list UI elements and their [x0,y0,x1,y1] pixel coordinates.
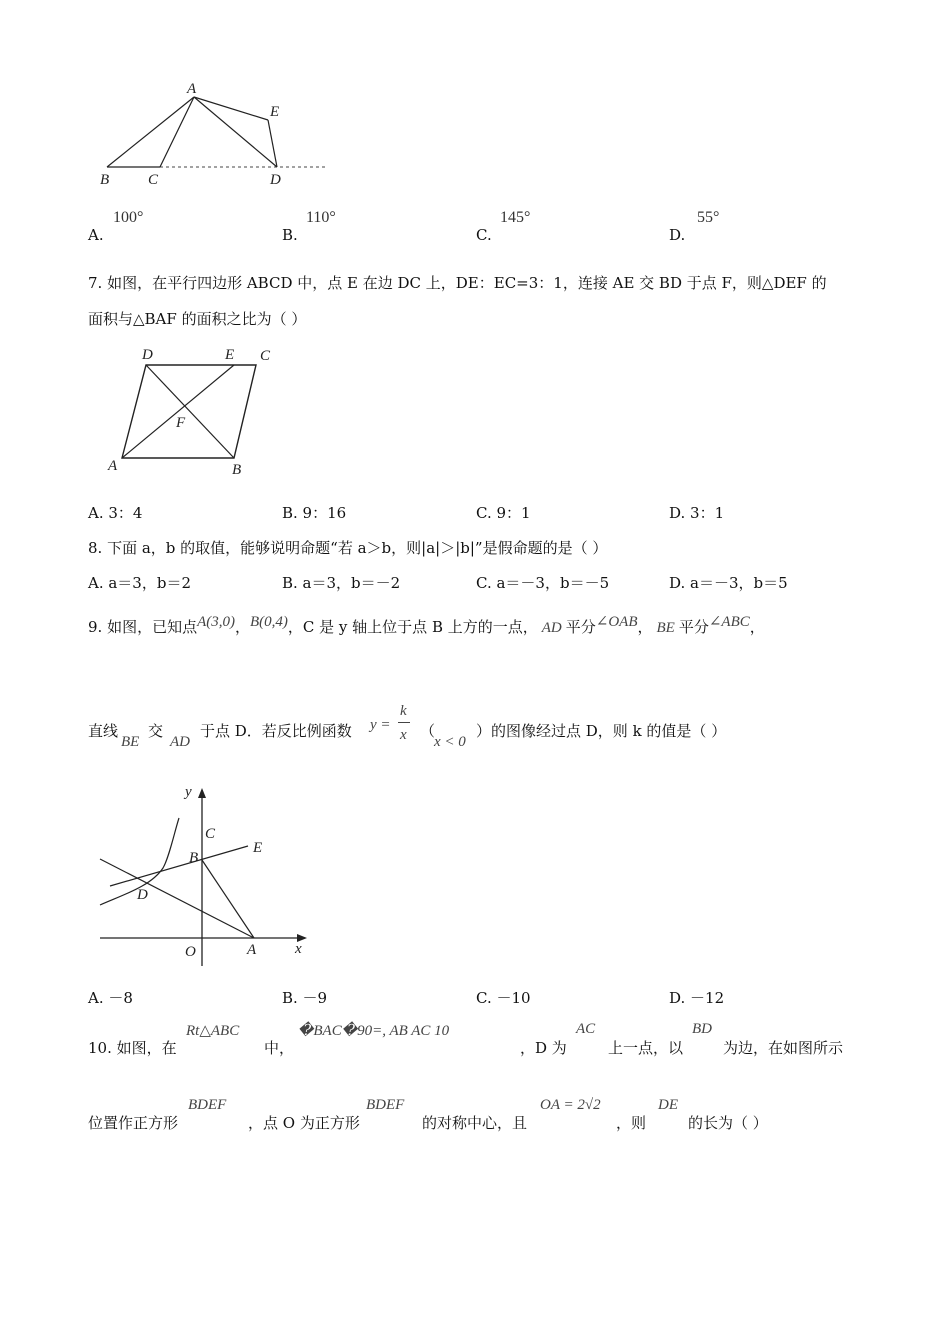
q10-text-1: 10. 如图，在 [88,1039,177,1057]
q9-option-a[interactable]: A. －8 [88,989,133,1007]
q6-label-d: D [270,172,281,188]
q9-label-d: D [137,887,148,903]
q7-label-b: B [232,462,242,478]
q9-option-b[interactable]: B. －9 [282,989,328,1007]
q9-text-3: 平分 [565,618,596,636]
q9-label-y: y [185,784,192,800]
q10-text-10: 的长为（ ） [688,1114,768,1132]
q6-option-a-letter[interactable]: A. [88,226,104,244]
q9-be2: BE [121,734,140,750]
q7-option-a[interactable]: A. 3：4 [88,504,143,522]
q9-point-a: A(3,0) [197,614,235,630]
q7-text-line1: 7. 如图，在平行四边形 ABCD 中，点 E 在边 DC 上，DE：EC=3：1，连接 AE 交 BD 于点 F，则△DEF 的 [88,274,827,292]
q9-angle-oab: ∠OAB [595,614,638,630]
q7-figure [100,340,290,480]
q8-text: 8. 下面 a，b 的取值，能够说明命题“若 a＞b，则|a|＞|b|”是假命题的是（ ） [88,539,608,557]
q8-option-b[interactable]: B. a＝3，b＝－2 [282,574,401,592]
q10-condition: �BAC�90=, AB AC 10 [298,1023,450,1039]
q9-label-c: C [205,826,216,842]
q6-option-d-value: 55° [697,209,720,226]
q6-label-b: B [100,172,110,188]
q9-label-e: E [253,840,263,856]
q9-point-b: B(0,4) [250,614,288,630]
q10-rt-triangle: Rt△ABC [186,1023,240,1039]
q10-square-1: BDEF [188,1097,227,1113]
q9-text-4: 平分 [678,618,709,636]
q9-func-num: k [400,703,407,719]
q8-option-d[interactable]: D. a＝－3，b＝5 [669,574,788,592]
q10-line2 [88,1094,888,1134]
q6-label-e: E [270,104,280,120]
q9-label-a: A [247,942,257,958]
q7-label-a: A [108,458,118,474]
q9-text-7: 于点 D．若反比例函数 [200,722,352,740]
q7-label-f: F [176,415,186,431]
q9-option-c[interactable]: C. －10 [476,989,531,1007]
q7-label-d: D [142,347,153,363]
q9-comma2: ， [749,618,765,636]
q9-text-8: ）的图像经过点 D，则 k 的值是（ ） [476,722,727,740]
q6-option-d-letter[interactable]: D. [669,226,686,244]
q9-angle-abc: ∠ABC [708,614,750,630]
q9-sep: ， [235,618,251,636]
q6-option-c-letter[interactable]: C. [476,226,492,244]
q6-option-b-value: 110° [306,209,336,226]
q6-label-a: A [187,81,197,97]
q10-text-8: 的对称中心，且 [422,1114,528,1132]
q8-option-a[interactable]: A. a＝3，b＝2 [88,574,192,592]
q7-text-line2: 面积与△BAF 的面积之比为（ ） [88,310,307,328]
q9-figure [95,778,325,968]
q10-bd: BD [692,1021,712,1037]
q6-label-c: C [148,172,159,188]
q10-text-9: ，则 [616,1114,647,1132]
q9-func-y: y = [370,717,391,733]
q9-text-2: ，C 是 y 轴上位于点 B 上方的一点， [287,618,538,636]
q10-text-4: 上一点，以 [608,1039,684,1057]
q10-line1 [88,1018,888,1058]
q10-text-6: 位置作正方形 [88,1114,179,1132]
q10-oa: OA = 2√2 [540,1097,601,1113]
q9-comma: ， [637,618,653,636]
q9-text-5: 直线 [88,722,119,740]
q10-square-2: BDEF [366,1097,405,1113]
q7-option-d[interactable]: D. 3：1 [669,504,725,522]
q10-text-5: 为边，在如图所示 [723,1039,844,1057]
q10-text-2: 中， [264,1039,295,1057]
q9-ad: AD [541,620,562,636]
q9-text-1: 9. 如图，已知点 [88,618,198,636]
q8-option-c[interactable]: C. a＝－3，b＝－5 [476,574,610,592]
q9-line1 [88,616,765,637]
q9-cond: x < 0 [434,734,466,750]
q6-option-c-value: 145° [500,209,531,226]
q9-text-6: 交 [148,722,164,740]
q7-option-b[interactable]: B. 9：16 [282,504,347,522]
q6-option-b-letter[interactable]: B. [282,226,298,244]
q9-be: BE [656,620,675,636]
q7-label-e: E [225,347,235,363]
q9-func-den: x [400,727,407,743]
q10-text-7: ，点 O 为正方形 [248,1114,360,1132]
q6-figure [90,80,340,190]
q9-paren-open: （ [420,722,436,740]
q9-label-b: B [189,850,199,866]
q7-option-c[interactable]: C. 9：1 [476,504,531,522]
q6-option-a-value: 100° [113,209,144,226]
q10-de: DE [658,1097,678,1113]
q9-frac-bar [398,722,410,723]
q9-ad2: AD [170,734,190,750]
q10-text-3: ，D 为 [520,1039,567,1057]
q9-label-x: x [295,941,302,957]
q10-ac: AC [576,1021,596,1037]
q9-label-o: O [185,944,196,960]
q9-option-d[interactable]: D. －12 [669,989,725,1007]
q7-label-c: C [260,348,271,364]
